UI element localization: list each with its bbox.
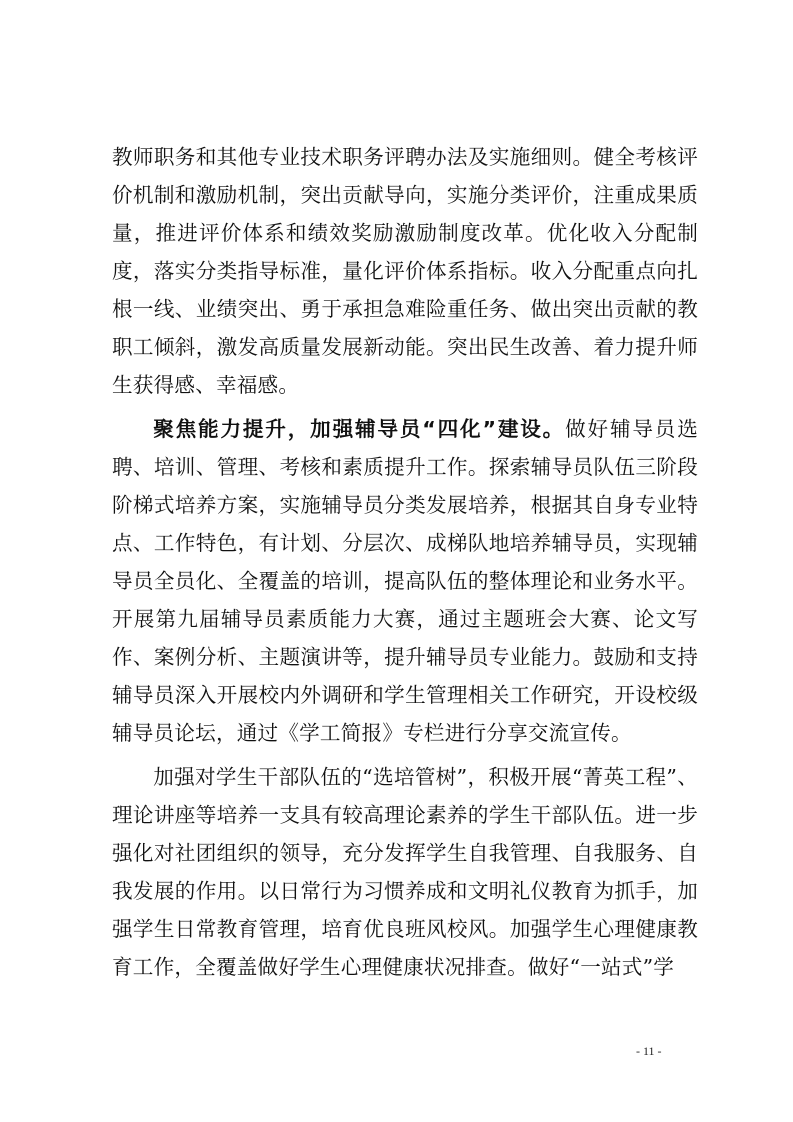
- paragraph-3-text: 加强对学生干部队伍的“选培管树”，积极开展“菁英工程”、理论讲座等培养一支具有较高理论素养的学生干部队伍。进一步强化对社团组织的领导，充分发挥学生自我管理、自我服务、自我发展的作用。以日常行为习惯养成和文明礼仪教育为抓手，加强学生日常教育管理，培育优良班风校风。加强学生心理健康教育工作，全覆盖做好学生心理健康状况排查。做好“一站式”学: [112, 765, 698, 979]
- paragraph-2: [112, 410, 698, 752]
- document-body: [112, 138, 698, 992]
- paragraph-1-text: 教师职务和其他专业技术职务评聘办法及实施细则。健全考核评价机制和激励机制，突出贡献导向，实施分类评价，注重成果质量，推进评价体系和绩效奖励激励制度改革。优化收入分配制度，落实分类指导标准，量化评价体系指标。收入分配重点向扎根一线、业绩突出、勇于承担急难险重任务、做出突出贡献的教职工倾斜，激发高质量发展新动能。突出民生改善、着力提升师生获得感、幸福感。: [112, 145, 698, 397]
- page-number: - 11 -: [636, 1044, 662, 1058]
- paragraph-2-text: 做好辅导员选聘、培训、管理、考核和素质提升工作。探索辅导员队伍三阶段阶梯式培养方案，实施辅导员分类发展培养，根据其自身专业特点、工作特色，有计划、分层次、成梯队地培养辅导员，实现辅导员全员化、全覆盖的培训，提高队伍的整体理论和业务水平。开展第九届辅导员素质能力大赛，通过主题班会大赛、论文写作、案例分析、主题演讲等，提升辅导员专业能力。鼓励和支持辅导员深入开展校内外调研和学生管理相关工作研究，开设校级辅导员论坛，通过《学工简报》专栏进行分享交流宣传。: [112, 417, 698, 745]
- paragraph-2-lead-heading: 聚焦能力提升，加强辅导员“四化”建设。: [153, 417, 566, 441]
- paragraph-3: [112, 758, 698, 986]
- paragraph-1: [112, 138, 698, 404]
